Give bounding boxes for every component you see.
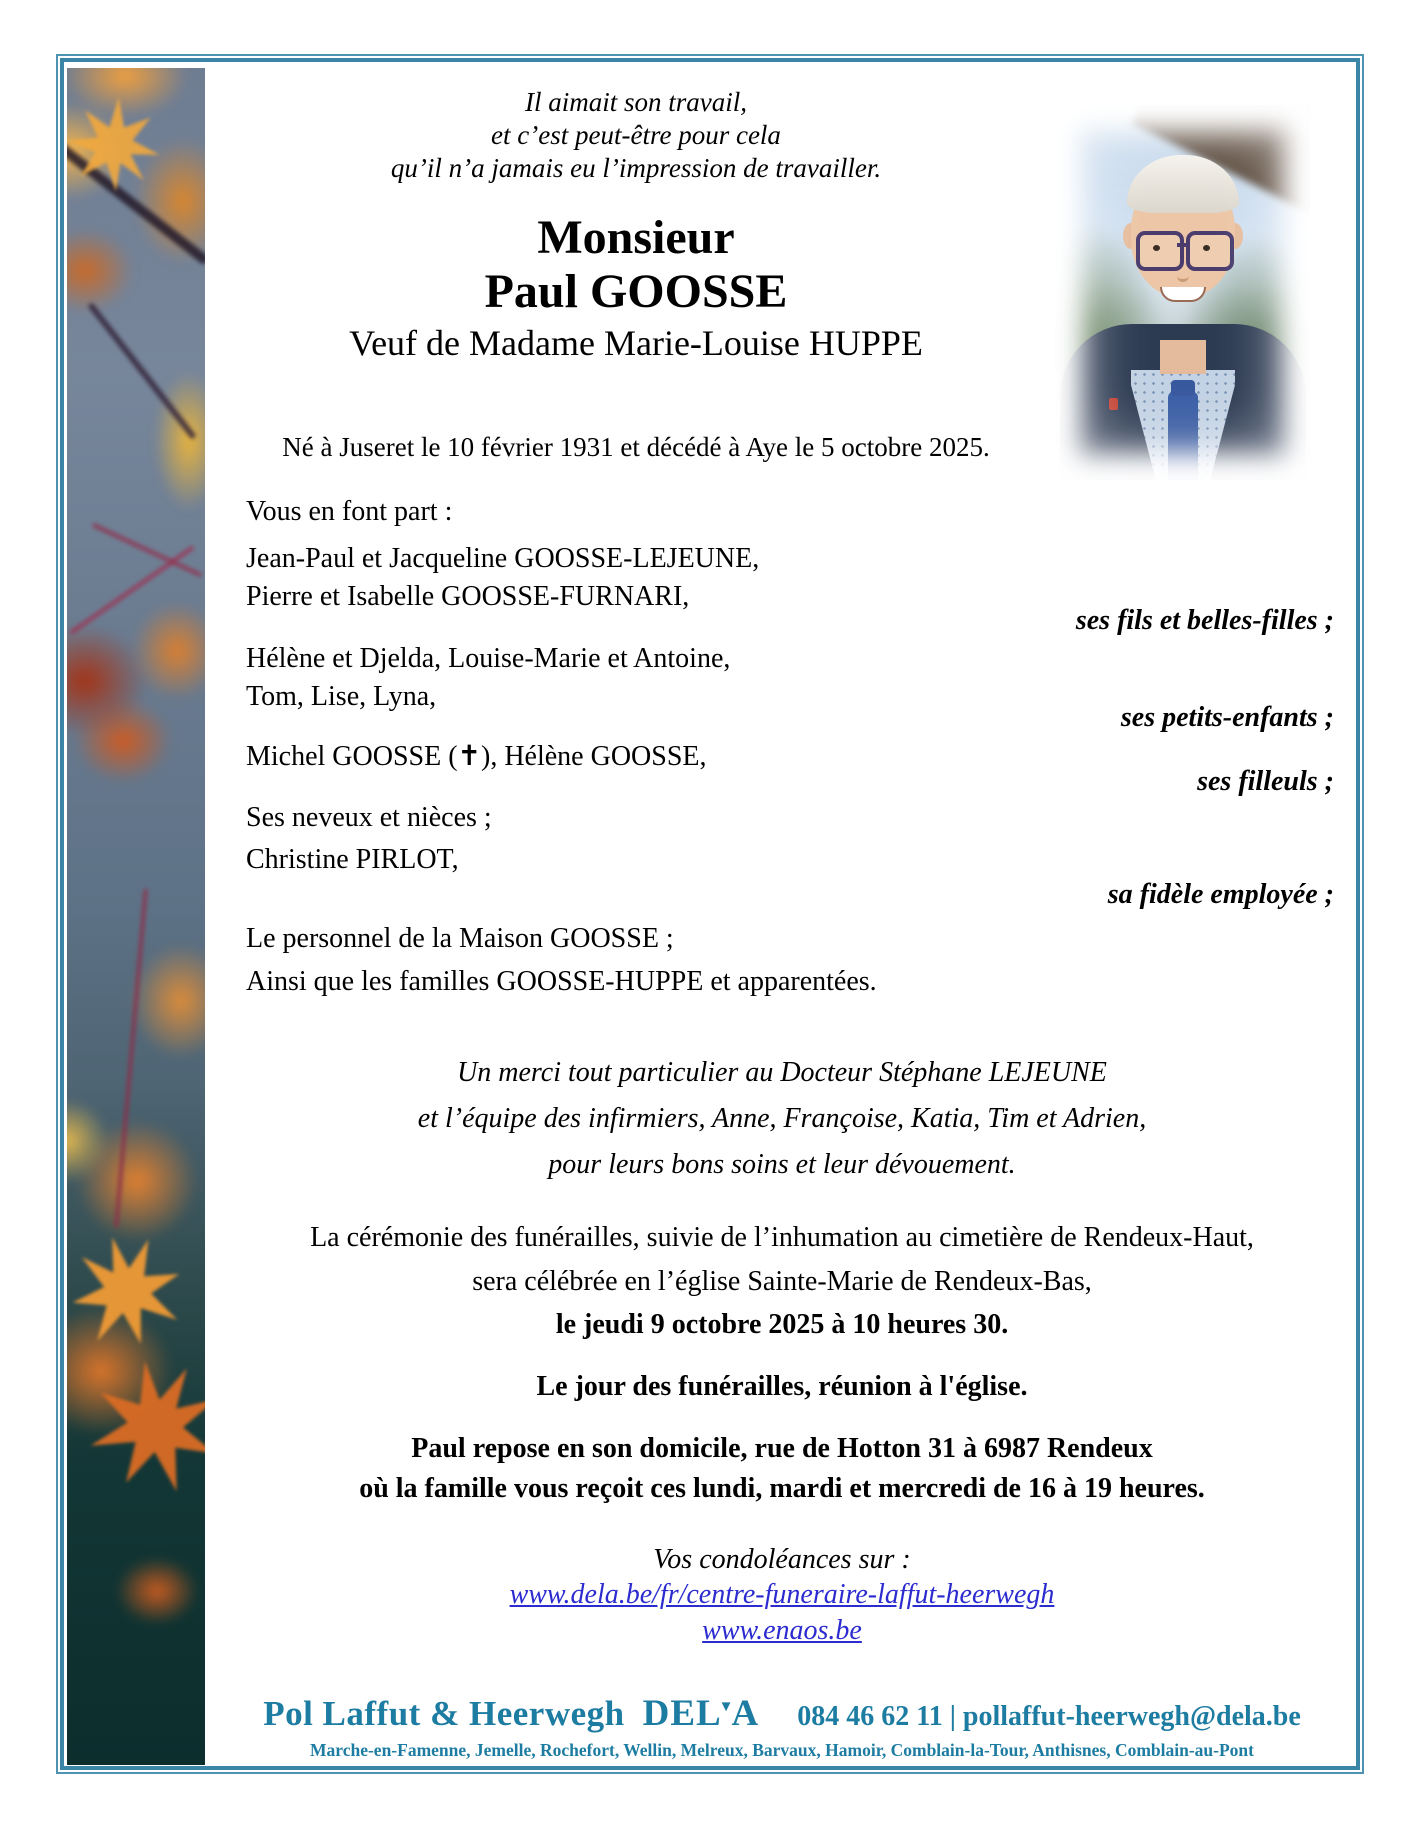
footer-brand-line <box>206 1692 1358 1735</box>
thanks-paragraph <box>206 1050 1358 1188</box>
family-line: Jean-Paul et Jacqueline GOOSSE-LEJEUNE, <box>246 543 760 574</box>
family-line: Michel GOOSSE (✝), Hélène GOOSSE, <box>246 741 707 772</box>
family-role: sa fidèle employée ; <box>1107 879 1334 910</box>
condolences-link-enaos[interactable]: www.enaos.be <box>702 1615 862 1646</box>
thanks-line: pour leurs bons soins et leur dévouement. <box>548 1149 1016 1180</box>
footer-locations: Marche-en-Famenne, Jemelle, Rochefort, Wellin, Melreux, Barvaux, Hamoir, Comblain-la-Tour, Anthisnes, Comblain-au-Pont <box>309 1740 1254 1760</box>
meeting-notice: Le jour des funérailles, réunion à l'église. <box>536 1371 1028 1402</box>
condolences-link-wrapper <box>206 1579 1358 1611</box>
family-role: ses petits-enfants ; <box>1120 702 1334 733</box>
deceased-name: Paul GOOSSE <box>484 265 788 318</box>
life-dates: Né à Juseret le 10 février 1931 et décédé à Aye le 5 octobre 2025. <box>282 432 990 462</box>
family-line: Pierre et Isabelle GOOSSE-FURNARI, <box>246 581 690 612</box>
ceremony-line: La cérémonie des funérailles, suivie de l’inhumation au cimetière de Rendeux-Haut, <box>310 1222 1254 1253</box>
family-line: Christine PIRLOT, <box>246 844 459 875</box>
family-role: ses fils et belles-filles ; <box>1075 605 1334 636</box>
dela-logo <box>643 1693 760 1734</box>
repose-line: où la famille vous reçoit ces lundi, mardi et mercredi de 16 à 19 heures. <box>359 1473 1205 1504</box>
epigraph-line: qu’il n’a jamais eu l’impression de travailler. <box>390 153 882 183</box>
ceremony-date: le jeudi 9 octobre 2025 à 10 heures 30. <box>555 1309 1009 1340</box>
condolences-link-dela[interactable]: www.dela.be/fr/centre-funeraire-laffut-heerwegh <box>509 1579 1055 1610</box>
repose-line: Paul repose en son domicile, rue de Hotton 31 à 6987 Rendeux <box>411 1433 1153 1464</box>
condolences-label: Vos condoléances sur : <box>653 1544 911 1575</box>
funeral-home-name: Pol Laffut & Heerwegh <box>263 1694 625 1733</box>
thanks-line: Un merci tout particulier au Docteur Stéphane LEJEUNE <box>457 1057 1107 1088</box>
footer-contact: 084 46 62 11 | pollaffut-heerwegh@dela.be <box>797 1701 1301 1732</box>
epigraph-line: Il aimait son travail, <box>525 87 747 117</box>
dela-logo-text: DEL <box>642 1693 722 1734</box>
family-role: ses filleuls ; <box>1197 766 1334 797</box>
family-line: Ses neveux et nièces ; <box>246 802 492 833</box>
autumn-leaves-photo <box>67 68 205 1765</box>
family-line: Tom, Lise, Lyna, <box>246 681 437 712</box>
dela-logo-text: A <box>731 1693 760 1734</box>
deceased-civility: Monsieur <box>537 211 735 264</box>
epigraph-line: et c’est peut-être pour cela <box>491 120 781 150</box>
deceased-subtitle: Veuf de Madame Marie-Louise HUPPE <box>349 323 923 363</box>
dela-triangle-icon: ▼ <box>718 1699 735 1715</box>
epigraph <box>206 86 1066 185</box>
portrait-photo <box>1055 105 1310 480</box>
family-line: Le personnel de la Maison GOOSSE ; <box>246 923 674 954</box>
photo-feathered-edge <box>1055 105 1310 480</box>
family-line: Hélène et Djelda, Louise-Marie et Antoine, <box>246 643 731 674</box>
ceremony-line: sera célébrée en l’église Sainte-Marie de Rendeux-Bas, <box>472 1266 1092 1297</box>
condolences-link-wrapper <box>206 1615 1358 1647</box>
thanks-line: et l’équipe des infirmiers, Anne, Françoise, Katia, Tim et Adrien, <box>417 1103 1147 1134</box>
announcement-intro: Vous en font part : <box>246 496 453 527</box>
family-line: Ainsi que les familles GOOSSE-HUPPE et apparentées. <box>246 966 877 997</box>
